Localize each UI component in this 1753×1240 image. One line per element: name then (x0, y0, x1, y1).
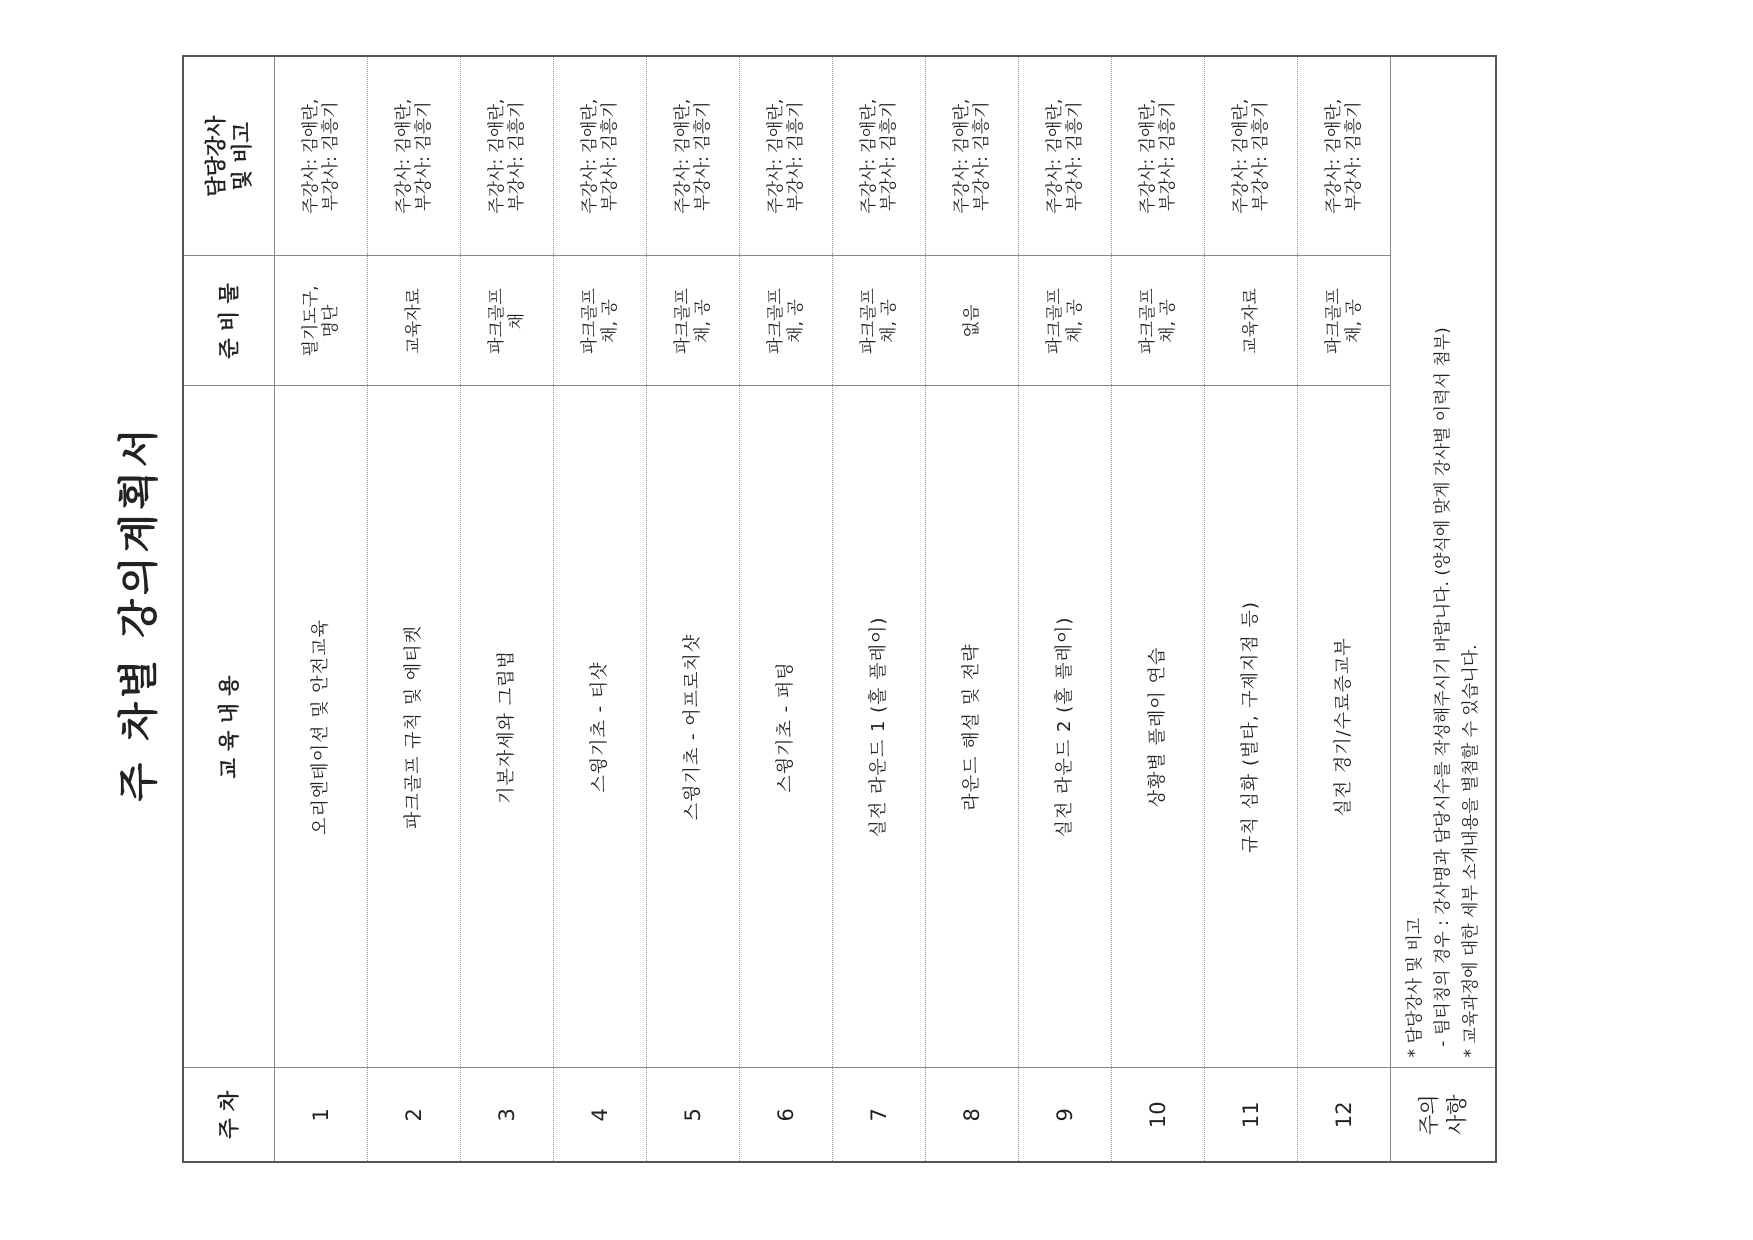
prep-cell: 파크골프 채 (461, 256, 554, 386)
weekly-plan-table (182, 55, 1497, 1163)
course-plan-document (114, 48, 1504, 1178)
instructor-cell: 주강사: 김애란, 부강사: 김흥기 (647, 56, 740, 256)
content-cell: 파크골프 규칙 및 에티켓 (368, 386, 461, 1068)
instructor-cell: 주강사: 김애란, 부강사: 김흥기 (554, 56, 647, 256)
instructor-cell: 주강사: 김애란, 부강사: 김흥기 (275, 56, 368, 256)
content-cell: 라운드 해설 및 전략 (926, 386, 1019, 1068)
content-cell: 스윙기초 - 퍼팅 (740, 386, 833, 1068)
prep-cell: 파크골프 채, 공 (833, 256, 926, 386)
table-row (647, 56, 740, 1162)
table-header-row (183, 56, 275, 1162)
week-cell: 9 (1019, 1068, 1112, 1162)
page-title: 주 차별 강의계획서 (116, 424, 162, 802)
prep-cell: 파크골프 채, 공 (1298, 256, 1391, 386)
week-cell: 11 (1205, 1068, 1298, 1162)
prep-cell: 파크골프 채, 공 (647, 256, 740, 386)
week-cell: 2 (368, 1068, 461, 1162)
week-cell: 3 (461, 1068, 554, 1162)
instructor-cell: 주강사: 김애란, 부강사: 김흥기 (1205, 56, 1298, 256)
week-cell: 1 (275, 1068, 368, 1162)
content-cell: 상황별 플레이 연습 (1112, 386, 1205, 1068)
prep-cell: 파크골프 채, 공 (554, 256, 647, 386)
prep-cell: 파크골프 채, 공 (1112, 256, 1205, 386)
table-row (1205, 56, 1298, 1162)
header-week: 주 차 (183, 1068, 275, 1162)
content-cell: 실전 라운드 1 (홀 플레이) (833, 386, 926, 1068)
week-cell: 5 (647, 1068, 740, 1162)
instructor-cell: 주강사: 김애란, 부강사: 김흥기 (926, 56, 1019, 256)
week-cell: 10 (1112, 1068, 1205, 1162)
table-row (554, 56, 647, 1162)
table-row (1298, 56, 1391, 1162)
notice-line: * 교육과정에 대한 세부 소개내용을 별첨할 수 있습니다. (1461, 644, 1481, 1058)
prep-cell: 없음 (926, 256, 1019, 386)
instructor-cell: 주강사: 김애란, 부강사: 김흥기 (461, 56, 554, 256)
notice-label: 주의 사항 (1391, 1068, 1497, 1162)
instructor-cell: 주강사: 김애란, 부강사: 김흥기 (740, 56, 833, 256)
notice-body (1391, 56, 1497, 1068)
header-instructor: 담당강사 및 비고 (183, 56, 275, 256)
prep-cell: 파크골프 채, 공 (740, 256, 833, 386)
header-prep: 준 비 물 (183, 256, 275, 386)
notice-line: - 팀티칭의 경우 : 강사명과 담당시수를 작성해주시기 바랍니다. (양식에 맞게 강사별 이력서 첨부) (1433, 327, 1453, 1058)
instructor-cell: 주강사: 김애란, 부강사: 김흥기 (1298, 56, 1391, 256)
instructor-cell: 주강사: 김애란, 부강사: 김흥기 (368, 56, 461, 256)
table-row (926, 56, 1019, 1162)
table-row (833, 56, 926, 1162)
week-cell: 7 (833, 1068, 926, 1162)
table-row (461, 56, 554, 1162)
content-cell: 오리엔테이션 및 안전교육 (275, 386, 368, 1068)
notice-line: * 담당강사 및 비고 (1405, 917, 1425, 1058)
week-cell: 8 (926, 1068, 1019, 1162)
week-cell: 6 (740, 1068, 833, 1162)
table-row (275, 56, 368, 1162)
content-cell: 스윙기초 - 티샷 (554, 386, 647, 1068)
content-cell: 스윙기초 - 어프로치샷 (647, 386, 740, 1068)
week-cell: 12 (1298, 1068, 1391, 1162)
prep-cell: 필기도구, 명단 (275, 256, 368, 386)
week-cell: 4 (554, 1068, 647, 1162)
table-row (368, 56, 461, 1162)
table-row (1112, 56, 1205, 1162)
instructor-cell: 주강사: 김애란, 부강사: 김흥기 (1112, 56, 1205, 256)
prep-cell: 파크골프 채, 공 (1019, 256, 1112, 386)
header-content: 교 육 내 용 (183, 386, 275, 1068)
table-row (1019, 56, 1112, 1162)
table-row (740, 56, 833, 1162)
notice-row (1391, 56, 1497, 1162)
content-cell: 실전 경기/수료증교부 (1298, 386, 1391, 1068)
prep-cell: 교육자료 (1205, 256, 1298, 386)
content-cell: 실전 라운드 2 (홀 플레이) (1019, 386, 1112, 1068)
instructor-cell: 주강사: 김애란, 부강사: 김흥기 (833, 56, 926, 256)
content-cell: 규칙 심화 (벌타, 구제지점 등) (1205, 386, 1298, 1068)
instructor-cell: 주강사: 김애란, 부강사: 김흥기 (1019, 56, 1112, 256)
prep-cell: 교육자료 (368, 256, 461, 386)
content-cell: 기본자세와 그립법 (461, 386, 554, 1068)
